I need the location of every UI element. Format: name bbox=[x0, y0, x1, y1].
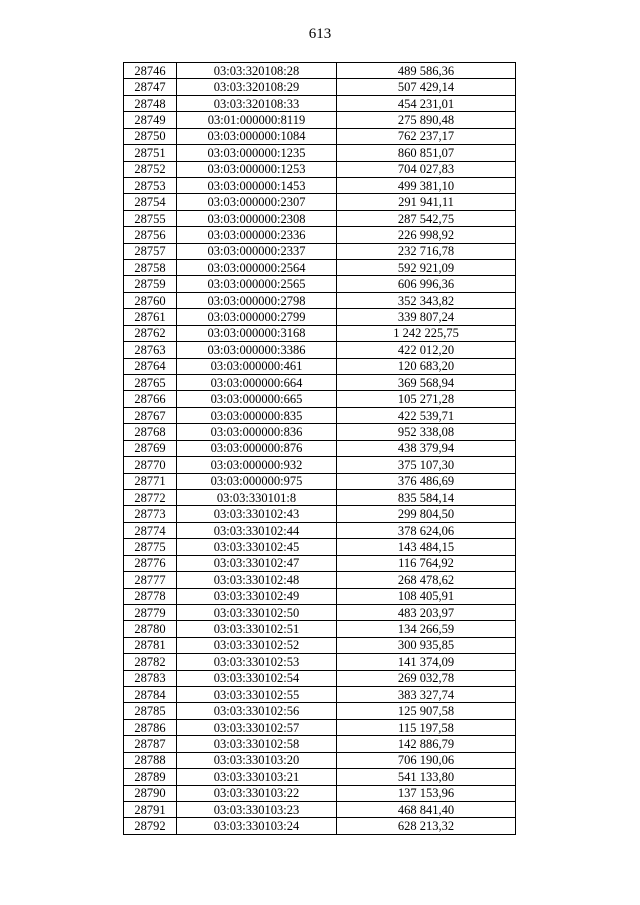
cadastral-value-cell: 422 539,71 bbox=[337, 407, 516, 423]
table-row bbox=[124, 63, 516, 79]
cadastral-number-cell: 03:03:330102:49 bbox=[177, 588, 337, 604]
cadastral-number-cell: 03:03:330102:52 bbox=[177, 637, 337, 653]
row-number-cell: 28749 bbox=[124, 112, 177, 128]
cadastral-number-cell: 03:03:330102:44 bbox=[177, 522, 337, 538]
cadastral-number-cell: 03:03:000000:665 bbox=[177, 391, 337, 407]
row-number-cell: 28781 bbox=[124, 637, 177, 653]
table-row bbox=[124, 457, 516, 473]
cadastral-value-cell: 704 027,83 bbox=[337, 161, 516, 177]
cadastral-number-cell: 03:03:000000:2799 bbox=[177, 309, 337, 325]
row-number-cell: 28782 bbox=[124, 654, 177, 670]
cadastral-number-cell: 03:03:320108:28 bbox=[177, 63, 337, 79]
row-number-cell: 28748 bbox=[124, 95, 177, 111]
cadastral-number-cell: 03:03:330102:43 bbox=[177, 506, 337, 522]
cadastral-number-cell: 03:03:330103:23 bbox=[177, 801, 337, 817]
cadastral-number-cell: 03:03:330103:24 bbox=[177, 818, 337, 834]
cadastral-number-cell: 03:03:000000:2307 bbox=[177, 194, 337, 210]
table-row bbox=[124, 95, 516, 111]
cadastral-value-cell: 952 338,08 bbox=[337, 424, 516, 440]
cadastral-value-cell: 369 568,94 bbox=[337, 375, 516, 391]
row-number-cell: 28761 bbox=[124, 309, 177, 325]
cadastral-number-cell: 03:03:000000:1235 bbox=[177, 145, 337, 161]
cadastral-value-cell: 606 996,36 bbox=[337, 276, 516, 292]
table-row bbox=[124, 128, 516, 144]
row-number-cell: 28760 bbox=[124, 292, 177, 308]
row-number-cell: 28769 bbox=[124, 440, 177, 456]
row-number-cell: 28784 bbox=[124, 687, 177, 703]
cadastral-number-cell: 03:03:330102:54 bbox=[177, 670, 337, 686]
row-number-cell: 28763 bbox=[124, 342, 177, 358]
table-row bbox=[124, 654, 516, 670]
row-number-cell: 28777 bbox=[124, 572, 177, 588]
cadastral-value-cell: 592 921,09 bbox=[337, 260, 516, 276]
table-row bbox=[124, 145, 516, 161]
table-row bbox=[124, 555, 516, 571]
table-row bbox=[124, 375, 516, 391]
cadastral-number-cell: 03:03:330102:56 bbox=[177, 703, 337, 719]
row-number-cell: 28772 bbox=[124, 489, 177, 505]
cadastral-value-cell: 300 935,85 bbox=[337, 637, 516, 653]
cadastral-value-cell: 108 405,91 bbox=[337, 588, 516, 604]
cadastral-value-cell: 125 907,58 bbox=[337, 703, 516, 719]
cadastral-number-cell: 03:03:000000:835 bbox=[177, 407, 337, 423]
table-row bbox=[124, 161, 516, 177]
table-body bbox=[124, 63, 516, 835]
row-number-cell: 28789 bbox=[124, 769, 177, 785]
cadastral-number-cell: 03:03:320108:33 bbox=[177, 95, 337, 111]
cadastral-value-cell: 141 374,09 bbox=[337, 654, 516, 670]
cadastral-value-cell: 142 886,79 bbox=[337, 736, 516, 752]
table-row bbox=[124, 752, 516, 768]
row-number-cell: 28747 bbox=[124, 79, 177, 95]
table-row bbox=[124, 424, 516, 440]
cadastral-number-cell: 03:03:000000:3168 bbox=[177, 325, 337, 341]
table-row bbox=[124, 572, 516, 588]
cadastral-number-cell: 03:03:000000:2565 bbox=[177, 276, 337, 292]
cadastral-number-cell: 03:03:000000:1084 bbox=[177, 128, 337, 144]
row-number-cell: 28755 bbox=[124, 210, 177, 226]
cadastral-value-cell: 628 213,32 bbox=[337, 818, 516, 834]
row-number-cell: 28785 bbox=[124, 703, 177, 719]
row-number-cell: 28759 bbox=[124, 276, 177, 292]
table-row bbox=[124, 79, 516, 95]
page-number: 613 bbox=[308, 26, 332, 42]
cadastral-value-cell: 375 107,30 bbox=[337, 457, 516, 473]
row-number-cell: 28754 bbox=[124, 194, 177, 210]
row-number-cell: 28776 bbox=[124, 555, 177, 571]
cadastral-number-cell: 03:03:330102:57 bbox=[177, 719, 337, 735]
cadastral-value-cell: 438 379,94 bbox=[337, 440, 516, 456]
table-row bbox=[124, 358, 516, 374]
cadastral-value-cell: 835 584,14 bbox=[337, 489, 516, 505]
row-number-cell: 28757 bbox=[124, 243, 177, 259]
cadastral-value-cell: 299 804,50 bbox=[337, 506, 516, 522]
cadastral-value-cell: 339 807,24 bbox=[337, 309, 516, 325]
table-row bbox=[124, 637, 516, 653]
cadastral-number-cell: 03:03:330102:51 bbox=[177, 621, 337, 637]
table-row bbox=[124, 227, 516, 243]
cadastral-number-cell: 03:03:330102:50 bbox=[177, 604, 337, 620]
cadastral-value-cell: 376 486,69 bbox=[337, 473, 516, 489]
table-row bbox=[124, 325, 516, 341]
table-row bbox=[124, 539, 516, 555]
row-number-cell: 28790 bbox=[124, 785, 177, 801]
row-number-cell: 28750 bbox=[124, 128, 177, 144]
cadastral-number-cell: 03:03:330102:58 bbox=[177, 736, 337, 752]
row-number-cell: 28786 bbox=[124, 719, 177, 735]
row-number-cell: 28792 bbox=[124, 818, 177, 834]
table-row bbox=[124, 604, 516, 620]
table-row bbox=[124, 309, 516, 325]
cadastral-number-cell: 03:03:000000:975 bbox=[177, 473, 337, 489]
row-number-cell: 28768 bbox=[124, 424, 177, 440]
cadastral-value-table bbox=[123, 62, 516, 835]
cadastral-number-cell: 03:03:330103:22 bbox=[177, 785, 337, 801]
row-number-cell: 28753 bbox=[124, 177, 177, 193]
cadastral-value-cell: 269 032,78 bbox=[337, 670, 516, 686]
cadastral-value-cell: 499 381,10 bbox=[337, 177, 516, 193]
table-row bbox=[124, 818, 516, 834]
row-number-cell: 28779 bbox=[124, 604, 177, 620]
table-row bbox=[124, 243, 516, 259]
cadastral-value-cell: 762 237,17 bbox=[337, 128, 516, 144]
cadastral-number-cell: 03:03:320108:29 bbox=[177, 79, 337, 95]
cadastral-value-cell: 226 998,92 bbox=[337, 227, 516, 243]
cadastral-number-cell: 03:03:000000:2308 bbox=[177, 210, 337, 226]
cadastral-number-cell: 03:03:000000:2336 bbox=[177, 227, 337, 243]
table-row bbox=[124, 391, 516, 407]
row-number-cell: 28771 bbox=[124, 473, 177, 489]
cadastral-value-cell: 489 586,36 bbox=[337, 63, 516, 79]
cadastral-number-cell: 03:03:330102:55 bbox=[177, 687, 337, 703]
table-row bbox=[124, 489, 516, 505]
row-number-cell: 28767 bbox=[124, 407, 177, 423]
row-number-cell: 28770 bbox=[124, 457, 177, 473]
table-row bbox=[124, 801, 516, 817]
cadastral-value-cell: 116 764,92 bbox=[337, 555, 516, 571]
cadastral-value-cell: 483 203,97 bbox=[337, 604, 516, 620]
table-row bbox=[124, 260, 516, 276]
row-number-cell: 28751 bbox=[124, 145, 177, 161]
table-row bbox=[124, 112, 516, 128]
cadastral-value-cell: 275 890,48 bbox=[337, 112, 516, 128]
cadastral-value-cell: 134 266,59 bbox=[337, 621, 516, 637]
table-row bbox=[124, 506, 516, 522]
cadastral-value-cell: 143 484,15 bbox=[337, 539, 516, 555]
table-row bbox=[124, 177, 516, 193]
table-row bbox=[124, 687, 516, 703]
table-row bbox=[124, 473, 516, 489]
row-number-cell: 28746 bbox=[124, 63, 177, 79]
cadastral-number-cell: 03:03:000000:3386 bbox=[177, 342, 337, 358]
cadastral-number-cell: 03:03:330102:45 bbox=[177, 539, 337, 555]
table-row bbox=[124, 769, 516, 785]
cadastral-number-cell: 03:03:000000:932 bbox=[177, 457, 337, 473]
row-number-cell: 28783 bbox=[124, 670, 177, 686]
cadastral-number-cell: 03:01:000000:8119 bbox=[177, 112, 337, 128]
table-row bbox=[124, 210, 516, 226]
cadastral-value-cell: 232 716,78 bbox=[337, 243, 516, 259]
table-row bbox=[124, 703, 516, 719]
cadastral-value-cell: 287 542,75 bbox=[337, 210, 516, 226]
cadastral-number-cell: 03:03:330102:53 bbox=[177, 654, 337, 670]
cadastral-value-cell: 706 190,06 bbox=[337, 752, 516, 768]
table-row bbox=[124, 522, 516, 538]
cadastral-number-cell: 03:03:000000:876 bbox=[177, 440, 337, 456]
cadastral-value-cell: 137 153,96 bbox=[337, 785, 516, 801]
row-number-cell: 28765 bbox=[124, 375, 177, 391]
row-number-cell: 28752 bbox=[124, 161, 177, 177]
table-row bbox=[124, 292, 516, 308]
table-row bbox=[124, 785, 516, 801]
cadastral-value-cell: 115 197,58 bbox=[337, 719, 516, 735]
row-number-cell: 28788 bbox=[124, 752, 177, 768]
cadastral-value-cell: 860 851,07 bbox=[337, 145, 516, 161]
cadastral-number-cell: 03:03:330101:8 bbox=[177, 489, 337, 505]
table-row bbox=[124, 670, 516, 686]
table-row bbox=[124, 719, 516, 735]
table-row bbox=[124, 407, 516, 423]
row-number-cell: 28773 bbox=[124, 506, 177, 522]
cadastral-value-cell: 378 624,06 bbox=[337, 522, 516, 538]
cadastral-value-cell: 541 133,80 bbox=[337, 769, 516, 785]
table-row bbox=[124, 194, 516, 210]
cadastral-value-cell: 468 841,40 bbox=[337, 801, 516, 817]
table-row bbox=[124, 736, 516, 752]
cadastral-number-cell: 03:03:330102:48 bbox=[177, 572, 337, 588]
table-row bbox=[124, 342, 516, 358]
cadastral-number-cell: 03:03:000000:664 bbox=[177, 375, 337, 391]
row-number-cell: 28758 bbox=[124, 260, 177, 276]
cadastral-value-cell: 422 012,20 bbox=[337, 342, 516, 358]
cadastral-value-cell: 352 343,82 bbox=[337, 292, 516, 308]
row-number-cell: 28774 bbox=[124, 522, 177, 538]
table-row bbox=[124, 621, 516, 637]
table-row bbox=[124, 276, 516, 292]
row-number-cell: 28791 bbox=[124, 801, 177, 817]
row-number-cell: 28756 bbox=[124, 227, 177, 243]
row-number-cell: 28780 bbox=[124, 621, 177, 637]
cadastral-value-cell: 120 683,20 bbox=[337, 358, 516, 374]
cadastral-value-cell: 291 941,11 bbox=[337, 194, 516, 210]
row-number-cell: 28787 bbox=[124, 736, 177, 752]
cadastral-number-cell: 03:03:000000:836 bbox=[177, 424, 337, 440]
cadastral-number-cell: 03:03:330103:20 bbox=[177, 752, 337, 768]
row-number-cell: 28778 bbox=[124, 588, 177, 604]
table-row bbox=[124, 588, 516, 604]
cadastral-number-cell: 03:03:330103:21 bbox=[177, 769, 337, 785]
cadastral-value-cell: 383 327,74 bbox=[337, 687, 516, 703]
cadastral-value-cell: 268 478,62 bbox=[337, 572, 516, 588]
cadastral-value-cell: 454 231,01 bbox=[337, 95, 516, 111]
cadastral-value-cell: 1 242 225,75 bbox=[337, 325, 516, 341]
cadastral-number-cell: 03:03:000000:1453 bbox=[177, 177, 337, 193]
cadastral-number-cell: 03:03:330102:47 bbox=[177, 555, 337, 571]
cadastral-number-cell: 03:03:000000:1253 bbox=[177, 161, 337, 177]
cadastral-number-cell: 03:03:000000:2564 bbox=[177, 260, 337, 276]
cadastral-value-cell: 105 271,28 bbox=[337, 391, 516, 407]
row-number-cell: 28762 bbox=[124, 325, 177, 341]
row-number-cell: 28764 bbox=[124, 358, 177, 374]
cadastral-number-cell: 03:03:000000:461 bbox=[177, 358, 337, 374]
table-row bbox=[124, 440, 516, 456]
cadastral-value-cell: 507 429,14 bbox=[337, 79, 516, 95]
cadastral-number-cell: 03:03:000000:2337 bbox=[177, 243, 337, 259]
row-number-cell: 28775 bbox=[124, 539, 177, 555]
row-number-cell: 28766 bbox=[124, 391, 177, 407]
cadastral-number-cell: 03:03:000000:2798 bbox=[177, 292, 337, 308]
